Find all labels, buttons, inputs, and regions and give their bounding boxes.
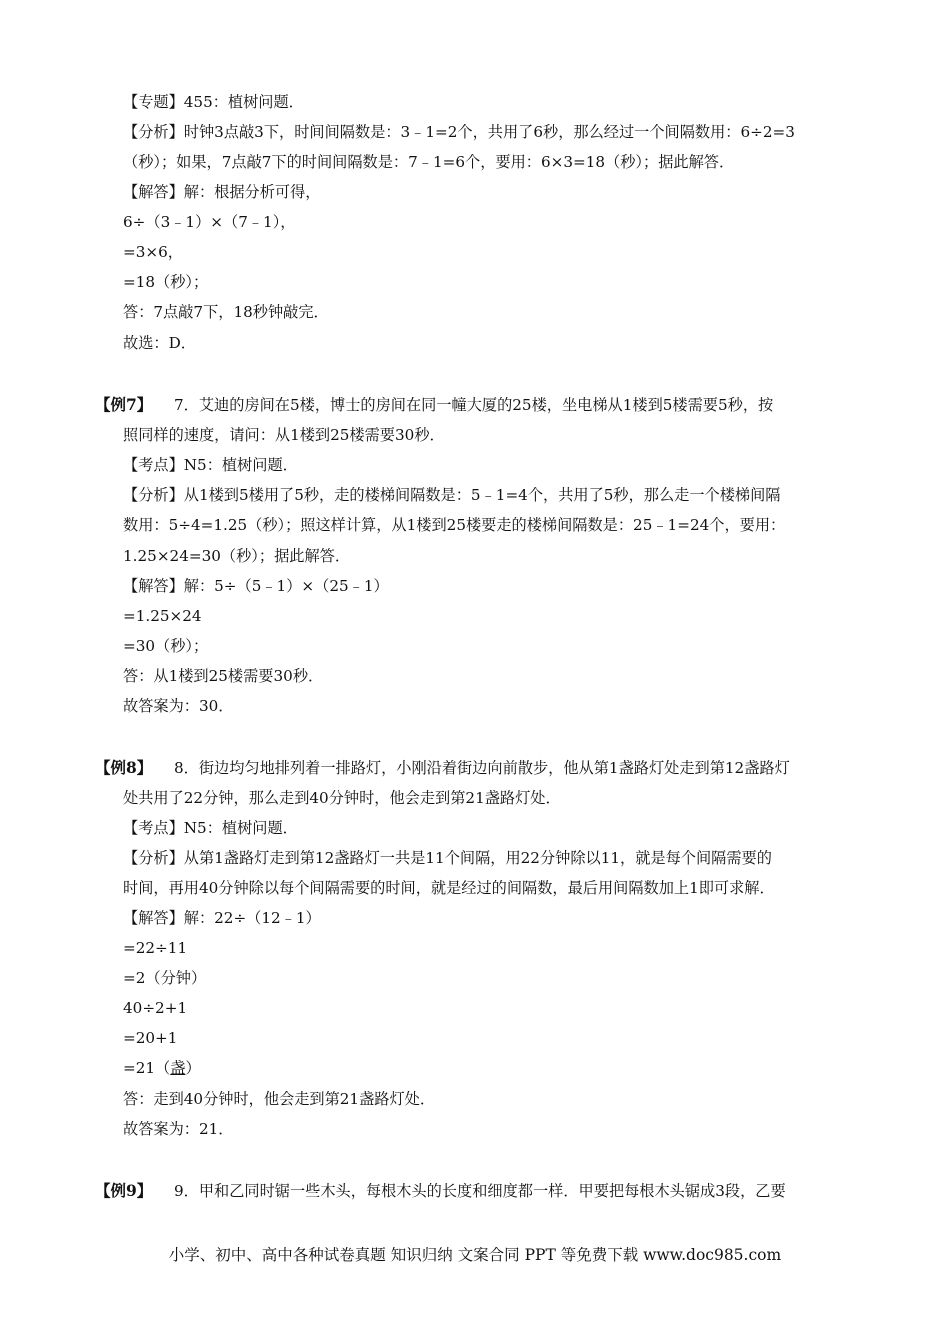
example-7-tag: 【例7】 [95, 395, 153, 414]
example-8-solution-2: =22÷11 [123, 939, 188, 957]
answer-line: 答：7点敲7下，18秒钟敲完． [123, 303, 329, 321]
example-8-analysis-1: 【分析】从第1盏路灯走到第12盏路灯一共是11个间隔，用22分钟除以11，就是每个间隔需要的 [123, 849, 772, 867]
solution-6-value: =21（ [123, 1059, 171, 1077]
example-7-analysis-2: 数用：5÷4=1.25（秒）；照这样计算，从1楼到25楼要走的楼梯间隔数是：25﹣1=24个，要用： [123, 516, 786, 534]
example-9-question-1: 9．甲和乙同时锯一些木头，每根木头的长度和细度都一样．甲要把每根木头锯成3段，乙要 [174, 1182, 786, 1200]
example-8-question-1: 8．街边均匀地排列着一排路灯，小刚沿着街边向前散步，他从第1盏路灯处走到第12盏路灯 [174, 759, 790, 777]
solution-step: =3×6， [123, 243, 183, 261]
example-8-question-2: 处共用了22分钟，那么走到40分钟时，他会走到第21盏路灯处． [123, 789, 561, 807]
example-7-question-2: 照同样的速度，请问：从1楼到25楼需要30秒． [123, 426, 445, 444]
solution-6-close: ） [185, 1059, 201, 1077]
example-8-answer: 答：走到40分钟时，他会走到第21盏路灯处． [123, 1090, 436, 1108]
unit-underlined: 盏 [170, 1059, 186, 1077]
solution-step: =18（秒）； [123, 273, 209, 291]
example-9-tag: 【例9】 [95, 1181, 153, 1200]
example-8-solution-5: =20+1 [123, 1029, 178, 1047]
solution-step: 6÷（3﹣1）×（7﹣1）， [123, 213, 296, 231]
example-8-tag: 【例8】 [95, 758, 153, 777]
example-7-solution-2: =1.25×24 [123, 607, 202, 625]
topic-line: 【专题】455：植树问题． [123, 93, 304, 111]
example-7-question-1: 7．艾迪的房间在5楼，博士的房间在同一幢大厦的25楼，坐电梯从1楼到5楼需要5秒，按 [174, 396, 774, 414]
solution-heading: 【解答】解：根据分析可得， [123, 183, 321, 201]
example-7-solution-1: 【解答】解：5÷（5﹣1）×（25﹣1） [123, 577, 389, 595]
choice-line: 故选：D． [123, 334, 196, 352]
example-7-kaodian: 【考点】N5：植树问题． [123, 456, 298, 474]
example-8-solution-6 [123, 1058, 201, 1078]
analysis-line-2: （秒）；如果，7点敲7下的时间间隔数是：7﹣1=6个，要用：6×3=18（秒）；据此解答． [123, 153, 735, 171]
analysis-line-1: 【分析】时钟3点敲3下，时间间隔数是：3﹣1=2个，共用了6秒，那么经过一个间隔数用：6÷2=3 [123, 123, 795, 141]
example-7-analysis-1: 【分析】从1楼到5楼用了5秒，走的楼梯间隔数是：5﹣1=4个，共用了5秒，那么走一个楼梯间隔 [123, 486, 781, 504]
example-8-final: 故答案为：21． [123, 1120, 234, 1138]
example-8-kaodian: 【考点】N5：植树问题． [123, 819, 298, 837]
example-7-final: 故答案为：30． [123, 697, 234, 715]
example-8-analysis-2: 时间，再用40分钟除以每个间隔需要的时间，就是经过的间隔数，最后用间隔数加上1即可求解． [123, 879, 775, 897]
example-8-solution-1: 【解答】解：22÷（12﹣1） [123, 909, 321, 927]
example-8-solution-4: 40÷2+1 [123, 999, 188, 1017]
example-7-analysis-3: 1.25×24=30（秒）；据此解答． [123, 547, 351, 565]
example-8-solution-3: =2（分钟） [123, 969, 207, 987]
page-footer: 小学、初中、高中各种试卷真题 知识归纳 文案合同 PPT 等免费下载 www.doc985.com [168, 1246, 782, 1264]
example-7-solution-3: =30（秒）； [123, 637, 209, 655]
example-7-answer: 答：从1楼到25楼需要30秒． [123, 667, 324, 685]
